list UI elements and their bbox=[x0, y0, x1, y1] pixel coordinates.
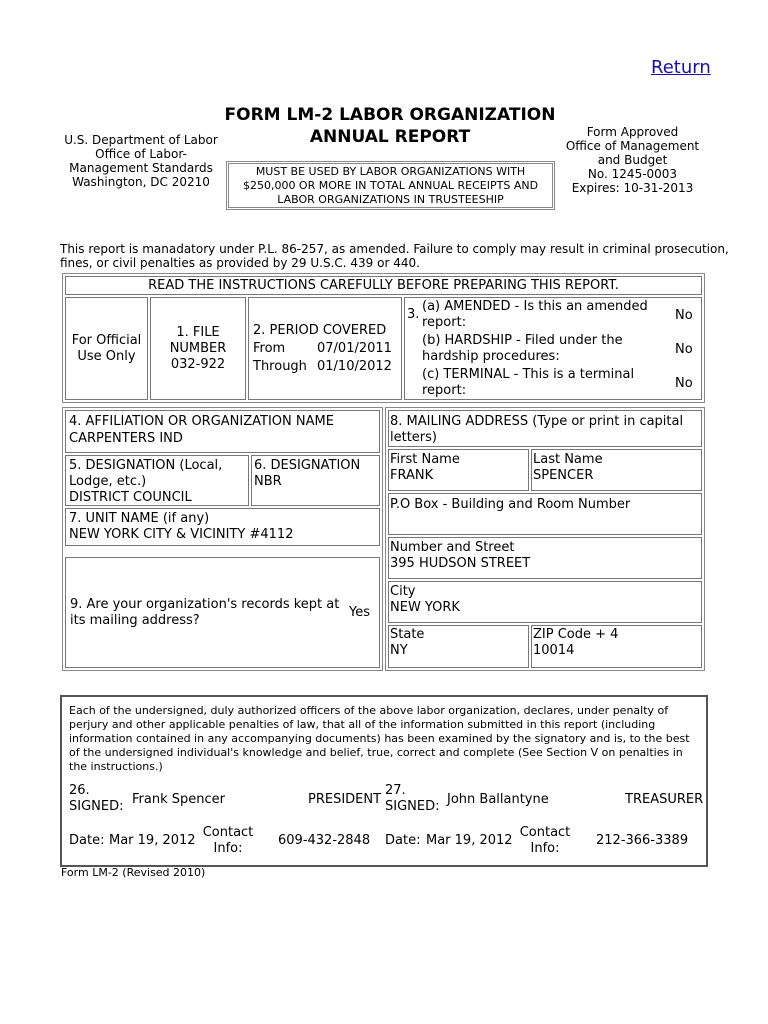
official-use-cell bbox=[65, 297, 148, 400]
last-name-cell bbox=[531, 449, 702, 491]
signer27-number: 27. bbox=[385, 783, 406, 798]
omb-line: Office of Management bbox=[565, 139, 700, 153]
form-title bbox=[220, 104, 560, 148]
unit-name-cell bbox=[65, 508, 380, 546]
signer27-signed-label: SIGNED: bbox=[385, 799, 440, 814]
signer26-number: 26. bbox=[69, 783, 90, 798]
form-revision-footer: Form LM-2 (Revised 2010) bbox=[61, 866, 206, 879]
street-value: 395 HUDSON STREET bbox=[390, 556, 531, 571]
last-name-value: SPENCER bbox=[533, 468, 594, 483]
amended-label bbox=[422, 299, 662, 331]
street-label: Number and Street bbox=[390, 540, 515, 555]
signer26-date-label: Date: bbox=[69, 833, 105, 848]
legal-notice bbox=[60, 242, 750, 270]
file-number-value: 032-922 bbox=[170, 357, 226, 372]
hardship-label-line: (b) HARDSHIP - Filed under the bbox=[422, 333, 623, 348]
signer27-name: John Ballantyne bbox=[447, 792, 549, 807]
signer26-contact-label bbox=[200, 825, 256, 857]
signer27-date: Mar 19, 2012 bbox=[426, 833, 513, 848]
first-name-label: First Name bbox=[390, 452, 460, 467]
mailing-header-cell bbox=[388, 410, 702, 447]
legal-notice-line: This report is manadatory under P.L. 86-257, as amended. Failure to comply may result in criminal prosecution, bbox=[60, 242, 729, 256]
period-from-value: 07/01/2011 bbox=[317, 341, 392, 356]
instructions-header-cell bbox=[65, 276, 702, 295]
official-use-label: For Official bbox=[71, 333, 142, 348]
records-label-line: 9. Are your organization's records kept at bbox=[70, 597, 340, 612]
report-status-cell bbox=[404, 297, 702, 400]
agency-block bbox=[56, 133, 226, 189]
eligibility-line: $250,000 OR MORE IN TOTAL ANNUAL RECEIPTS AND bbox=[242, 179, 539, 192]
amended-label-line: report: bbox=[422, 315, 467, 330]
eligibility-notice-box bbox=[226, 161, 555, 210]
agency-line: Management Standards bbox=[69, 161, 213, 175]
omb-line: Expires: 10-31-2013 bbox=[571, 181, 694, 195]
return-link[interactable]: Return bbox=[651, 57, 711, 78]
terminal-value: No bbox=[675, 376, 693, 391]
legal-notice-line: fines, or civil penalties as provided by 29 U.S.C. 439 or 440. bbox=[60, 256, 420, 270]
mailing-address-label bbox=[390, 414, 683, 446]
records-label bbox=[70, 597, 340, 629]
instructions-header: READ THE INSTRUCTIONS CAREFULLY BEFORE PREPARING THIS REPORT. bbox=[148, 278, 619, 293]
zip-value: 10014 bbox=[533, 643, 575, 658]
signer27-contact-label bbox=[517, 825, 573, 857]
declaration-line: the instructions.) bbox=[69, 760, 163, 773]
first-name-value: FRANK bbox=[390, 468, 434, 483]
first-name-cell bbox=[388, 449, 529, 491]
amended-value: No bbox=[675, 308, 693, 323]
terminal-label-line: (c) TERMINAL - This is a terminal bbox=[422, 367, 635, 382]
city-cell bbox=[388, 581, 702, 623]
city-value: NEW YORK bbox=[390, 600, 460, 615]
designation-local-label-line: Lodge, etc.) bbox=[69, 474, 147, 489]
omb-line: Form Approved bbox=[586, 125, 679, 139]
affiliation-label: 4. AFFILIATION OR ORGANIZATION NAME bbox=[69, 414, 334, 429]
declaration-text bbox=[69, 704, 705, 774]
period-covered-cell bbox=[248, 297, 402, 400]
period-from-label: From bbox=[253, 341, 286, 356]
amended-label-line: (a) AMENDED - Is this an amended bbox=[422, 299, 648, 314]
state-value: NY bbox=[390, 643, 408, 658]
designation-local-cell bbox=[65, 455, 249, 506]
file-number-cell bbox=[150, 297, 246, 400]
last-name-label: Last Name bbox=[533, 452, 603, 467]
signer27-contact-label-line: Contact bbox=[519, 825, 571, 840]
period-through-value: 01/10/2012 bbox=[317, 359, 392, 374]
affiliation-cell bbox=[65, 410, 380, 453]
period-through-label: Through bbox=[253, 359, 307, 374]
declaration-line: information contained in any accompanying documents) has been examined by the signatory and is, to the best bbox=[69, 732, 690, 745]
signer27-date-label: Date: bbox=[385, 833, 421, 848]
signer27-contact: 212-366-3389 bbox=[596, 833, 689, 848]
zip-label: ZIP Code + 4 bbox=[533, 627, 619, 642]
designation-number-label: 6. DESIGNATION bbox=[254, 458, 361, 473]
signer26-name: Frank Spencer bbox=[132, 792, 225, 807]
affiliation-value: CARPENTERS IND bbox=[69, 431, 183, 446]
official-use-label: Use Only bbox=[77, 349, 136, 364]
hardship-label-line: hardship procedures: bbox=[422, 349, 560, 364]
mailing-address-label-line: 8. MAILING ADDRESS (Type or print in capital bbox=[390, 414, 684, 429]
signer27-title: TREASURER bbox=[625, 792, 704, 807]
signer26-contact-label-line: Contact bbox=[202, 825, 254, 840]
records-label-line: its mailing address? bbox=[70, 613, 200, 628]
signer26-contact-label-line: Info: bbox=[213, 841, 243, 856]
eligibility-line: LABOR ORGANIZATIONS IN TRUSTEESHIP bbox=[277, 193, 504, 206]
period-covered-label: 2. PERIOD COVERED bbox=[253, 323, 387, 338]
records-cell bbox=[65, 557, 380, 668]
designation-local-value: DISTRICT COUNCIL bbox=[69, 490, 192, 505]
designation-number-value: NBR bbox=[254, 474, 282, 489]
declaration-line: Each of the undersigned, duly authorized officers of the above labor organization, declares, under penalty of bbox=[69, 704, 669, 717]
omb-approval-block bbox=[560, 125, 705, 195]
signer26-signed-label: SIGNED: bbox=[69, 799, 124, 814]
terminal-label-line: report: bbox=[422, 383, 467, 398]
signer26-title: PRESIDENT bbox=[308, 792, 382, 807]
mailing-address-label-line: letters) bbox=[390, 430, 437, 445]
form-title-line: ANNUAL REPORT bbox=[309, 127, 471, 147]
pobox-cell bbox=[388, 493, 702, 535]
unit-name-value: NEW YORK CITY & VICINITY #4112 bbox=[69, 527, 294, 542]
form-title-line: FORM LM-2 LABOR ORGANIZATION bbox=[224, 105, 556, 125]
file-number-label: 1. FILE bbox=[176, 325, 220, 340]
signer26-date: Mar 19, 2012 bbox=[109, 833, 196, 848]
declaration-line: of the undersigned individual's knowledge and belief, true, correct and complete (See Section V on penalties in bbox=[69, 746, 683, 759]
records-value: Yes bbox=[349, 605, 370, 620]
terminal-label bbox=[422, 367, 662, 399]
agency-line: Washington, DC 20210 bbox=[72, 175, 210, 189]
pobox-label: P.O Box - Building and Room Number bbox=[390, 497, 631, 512]
signer27-contact-label-line: Info: bbox=[530, 841, 560, 856]
signer26-contact: 609-432-2848 bbox=[278, 833, 371, 848]
eligibility-line: MUST BE USED BY LABOR ORGANIZATIONS WITH bbox=[255, 165, 526, 178]
file-number-label: NUMBER bbox=[169, 341, 227, 356]
agency-line: Office of Labor- bbox=[95, 147, 187, 161]
omb-line: and Budget bbox=[597, 153, 668, 167]
street-cell bbox=[388, 537, 702, 579]
declaration-line: perjury and other applicable penalties of law, that all of the information submitted in this report (including bbox=[69, 718, 656, 731]
designation-number-cell bbox=[251, 455, 380, 506]
designation-local-label bbox=[69, 458, 222, 490]
zip-cell bbox=[531, 625, 702, 668]
item3-number: 3. bbox=[407, 307, 420, 322]
omb-line: No. 1245-0003 bbox=[587, 167, 678, 181]
designation-local-label-line: 5. DESIGNATION (Local, bbox=[69, 458, 223, 473]
hardship-value: No bbox=[675, 342, 693, 357]
agency-line: U.S. Department of Labor bbox=[64, 133, 218, 147]
hardship-label bbox=[422, 333, 662, 365]
unit-name-label: 7. UNIT NAME (if any) bbox=[69, 511, 210, 526]
state-label: State bbox=[390, 627, 425, 642]
state-cell bbox=[388, 625, 529, 668]
city-label: City bbox=[390, 584, 416, 599]
